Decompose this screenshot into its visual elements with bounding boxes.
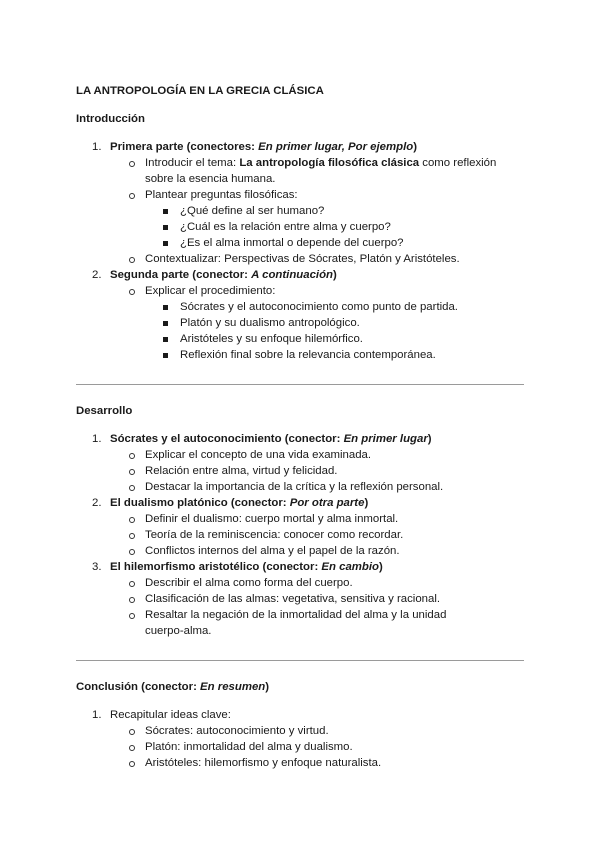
intro-item-2-close: ) [332,269,337,281]
dev-item-3 [110,560,383,575]
bullet-circle [129,745,135,751]
bullet-circle [129,257,135,263]
dev-3-sub-2: Clasificación de las almas: vegetativa, sensitiva y racional. [145,593,441,605]
intro-1-sub-1-bold: La antropología filosófica clásica [239,157,420,169]
bullet-circle [129,453,135,459]
intro-item-2-label: Segunda parte (conector: [110,269,252,281]
intro-1-sub-1-cont: sobre la esencia humana. [145,173,276,185]
conclusion-item-1: Recapitular ideas clave: [110,709,231,721]
intro-1-sub-2: Plantear preguntas filosóficas: [145,189,298,201]
dev-2-sub-3: Conflictos internos del alma y el papel de la razón. [145,545,400,557]
bullet-square [163,353,168,358]
bullet-square [163,241,168,246]
step-2: Platón y su dualismo antropológico. [180,317,360,329]
conclusion-sub-3: Aristóteles: hilemorfismo y enfoque naturalista. [145,757,382,769]
question-1: ¿Qué define al ser humano? [180,205,325,217]
intro-item-2-connector: A continuación [251,269,333,281]
dev-item-1-label: Sócrates y el autoconocimiento (conector: [110,433,344,445]
bullet-circle [129,581,135,587]
intro-1-sub-1 [145,156,496,171]
intro-item-1-connector: En primer lugar, Por ejemplo [258,141,414,153]
question-2: ¿Cuál es la relación entre alma y cuerpo? [180,221,391,233]
dev-item-2-number: 2. [92,497,102,509]
conclusion-item-1-number: 1. [92,709,102,721]
dev-1-sub-1: Explicar el concepto de una vida examinada. [145,449,372,461]
dev-item-3-close: ) [379,561,383,573]
conclusion-sub-2: Platón: inmortalidad del alma y dualismo. [145,741,353,753]
bullet-circle [129,761,135,767]
dev-item-2-connector: Por otra parte [289,497,365,509]
dev-2-sub-2: Teoría de la reminiscencia: conocer como recordar. [145,529,404,541]
step-4: Reflexión final sobre la relevancia contemporánea. [180,349,436,361]
bullet-circle [129,517,135,523]
intro-heading: Introducción [76,113,145,125]
bullet-square [163,225,168,230]
dev-item-1-connector: En primer lugar [343,433,428,445]
bullet-circle [129,193,135,199]
conclusion-connector: En resumen [200,681,266,693]
bullet-square [163,209,168,214]
dev-2-sub-1: Definir el dualismo: cuerpo mortal y alma inmortal. [145,513,399,525]
bullet-square [163,321,168,326]
step-3: Aristóteles y su enfoque hilemórfico. [180,333,363,345]
intro-item-1 [110,140,417,155]
dev-item-3-connector: En cambio [321,561,380,573]
dev-item-3-number: 3. [92,561,102,573]
intro-1-sub-3: Contextualizar: Perspectivas de Sócrates, Platón y Aristóteles. [145,253,460,265]
dev-item-2 [110,496,368,511]
bullet-circle [129,289,135,295]
dev-item-1-close: ) [427,433,432,445]
bullet-circle [129,533,135,539]
bullet-square [163,337,168,342]
dev-1-sub-3: Destacar la importancia de la crítica y la reflexión personal. [145,481,444,493]
bullet-circle [129,469,135,475]
intro-1-sub-1-pre: Introducir el tema: [145,157,240,169]
conclusion-close: ) [265,681,270,693]
dev-item-2-close: ) [364,497,369,509]
bullet-circle [129,597,135,603]
intro-item-1-label: Primera parte (conectores: [110,141,259,153]
dev-item-2-label: El dualismo platónico (conector: [110,497,290,509]
conclusion-heading [76,680,269,695]
dev-item-3-label: El hilemorfismo aristotélico (conector: [110,561,322,573]
step-1: Sócrates y el autoconocimiento como punto de partida. [180,301,458,313]
desarrollo-heading: Desarrollo [76,405,133,417]
document-title: LA ANTROPOLOGÍA EN LA GRECIA CLÁSICA [76,85,324,97]
bullet-square [163,305,168,310]
intro-item-2-number: 2. [92,269,102,281]
divider [76,660,524,661]
intro-1-sub-1-post: como reflexión [419,157,497,169]
bullet-circle [129,729,135,735]
dev-3-sub-3-cont: cuerpo-alma. [145,625,212,637]
dev-item-1 [110,432,432,447]
conclusion-heading-label: Conclusión (conector: [76,681,201,693]
bullet-circle [129,549,135,555]
intro-item-2 [110,268,337,283]
dev-1-sub-2: Relación entre alma, virtud y felicidad. [145,465,338,477]
question-3: ¿Es el alma inmortal o depende del cuerpo? [180,237,404,249]
bullet-circle [129,613,135,619]
dev-3-sub-1: Describir el alma como forma del cuerpo. [145,577,353,589]
dev-item-1-number: 1. [92,433,102,445]
dev-3-sub-3: Resaltar la negación de la inmortalidad del alma y la unidad [145,609,447,621]
bullet-circle [129,161,135,167]
intro-2-sub-1: Explicar el procedimiento: [145,285,276,297]
conclusion-sub-1: Sócrates: autoconocimiento y virtud. [145,725,329,737]
bullet-circle [129,485,135,491]
divider [76,384,524,385]
intro-item-1-close: ) [413,141,418,153]
intro-item-1-number: 1. [92,141,102,153]
